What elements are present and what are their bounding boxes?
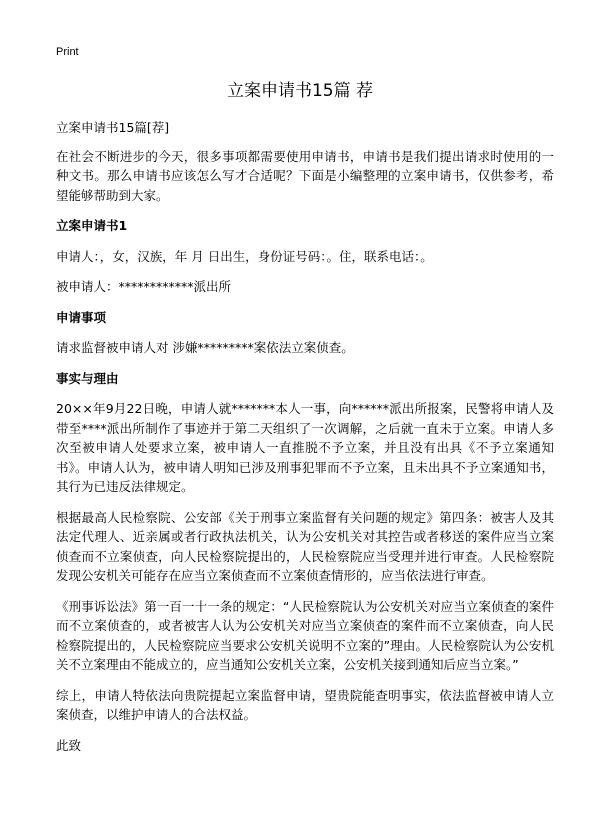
- facts-paragraph: 综上，申请人特依法向贵院提起立案监督申请，望贵院能查明事实，依法监督被申请人立案侦查，以维护申请人的合法权益。: [56, 687, 554, 722]
- matters-text: 请求监督被申请人对 涉嫌*********案依法立案侦查。: [56, 340, 354, 355]
- document-body: [56, 118, 554, 766]
- facts-paragraph: 20××年9月22日晚，申请人就*******本人一事，向******派出所报案，民警将申请人及带至****派出所制作了事迹并于第二天组织了一次调解，之后就一直未于立案。申请人多次至被申请人处要求立案，被申请人一直推脱不予立案，并且没有出具《不予立案通知书》。申请人认为，被申请人明知已涉及刑事犯罪而不予立案，且未出具不予立案通知书，其行为已违反法律规定。: [56, 401, 554, 494]
- facts-paragraph: 《刑事诉讼法》第一百一十一条的规定：“人民检察院认为公安机关对应当立案侦查的案件而不立案侦查的，或者被害人认为公安机关对应当立案侦查的案件而不立案侦查，向人民检察院提出的，人民检察院应当要求公安机关说明不立案的”理由。人民检察院认为公安机关不立案理由不能成立的，应当通知公安机关立案，公安机关接到通知后应当立案。”: [56, 598, 554, 672]
- print-link[interactable]: Print: [56, 46, 79, 58]
- page-title: 立案申请书15篇 荐: [226, 81, 374, 101]
- respondent-line: 被申请人：************派出所: [56, 279, 232, 294]
- facts-paragraph: 根据最高人民检察院、公安部《关于刑事立案监督有关问题的规定》第四条：被害人及其法定代理人、近亲属或者行政执法机关，认为公安机关对其控告或者移送的案件应当立案侦查而不立案侦查，向人民检察院提出的，人民检察院应当受理并进行审查。人民检察院发现公安机关可能存在应当立案侦查而不立案侦查情形的，应当依法进行审查。: [56, 509, 554, 583]
- section-heading: 立案申请书1: [56, 218, 128, 233]
- document-subtitle: 立案申请书15篇[荐]: [56, 120, 170, 135]
- closing-text: 此致: [56, 737, 82, 753]
- intro-paragraph: 在社会不断进步的今天，很多事项都需要使用申请书，申请书是我们提出请求时使用的一种文书。那么申请书应该怎么写才合适呢？下面是小编整理的立案申请书，仅供参考，希望能够帮助到大家。: [56, 148, 554, 203]
- matters-heading: 申请事项: [56, 309, 107, 325]
- facts-heading: 事实与理由: [56, 370, 119, 386]
- applicant-line: 申请人：，女，汉族，年 月 日出生，身份证号码：。住，联系电话：。: [56, 248, 433, 264]
